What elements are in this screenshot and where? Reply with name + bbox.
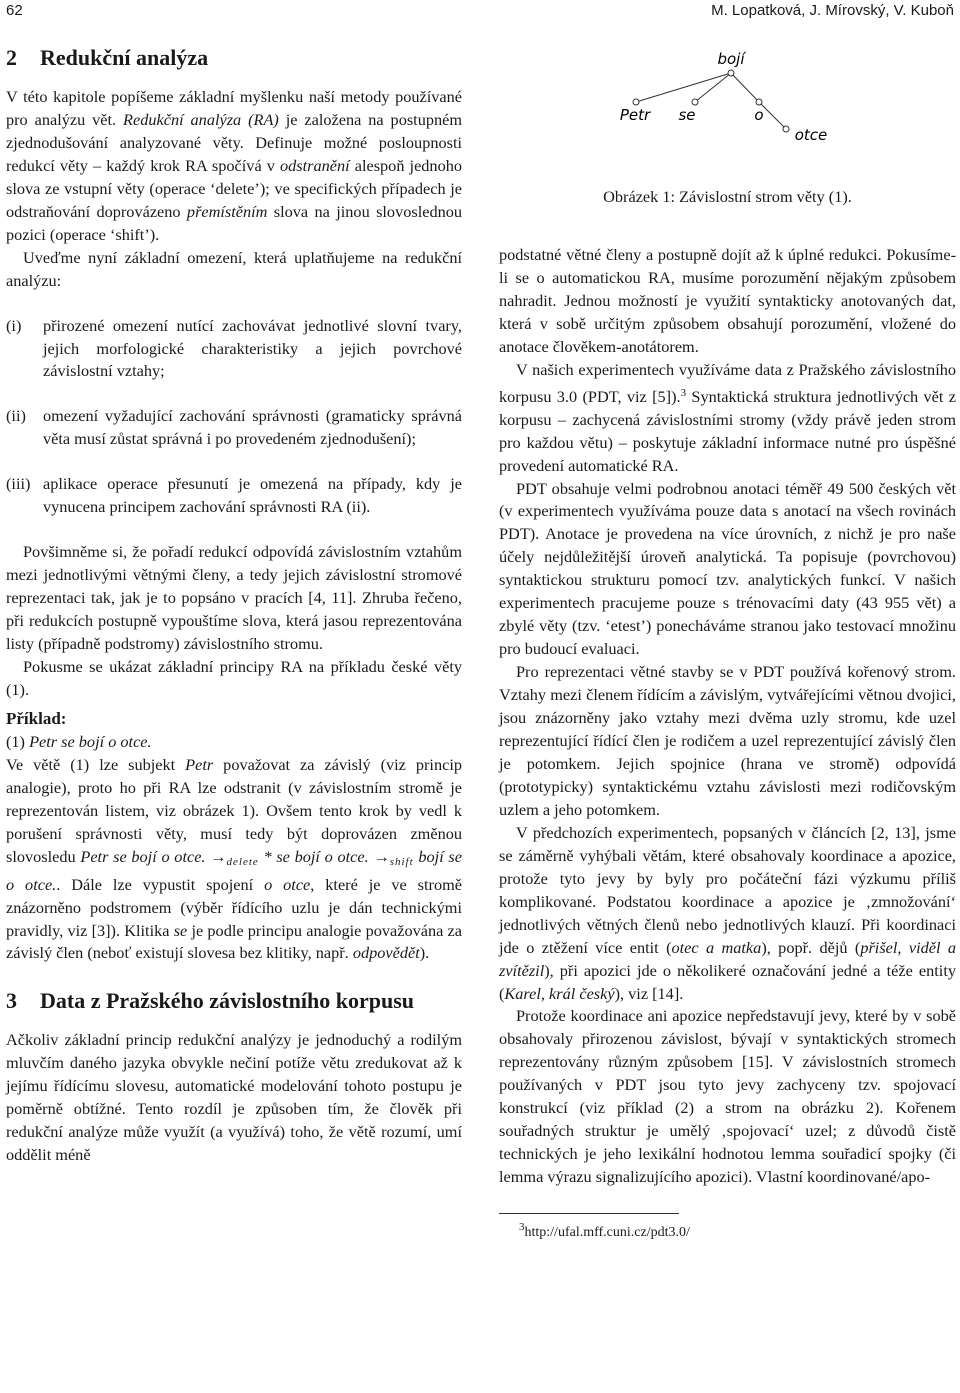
paragraph: Protože koordinace ani apozice nepředstavují jevy, které by v sobě obsahovaly přirozenou závislost, bývají v syntaktických stromech reprezentovány různým způsobem [15]. V závislostních stromech používaných v PDT jsou tyto jevy zachyceny tzv. spojovací konstrukcí (viz příklad (2) a strom na obrázku 2). Kořenem souřadných struktur je umělý ‚spojovací‘ uzel; z důvodů čistě technických je jeho lexikální hodnotou lemma souřadicí spojky (či lemma výrazu signalizujícího apozici). Vlastní koordinované/apo-	[499, 1006, 956, 1187]
node-label-boji: bojí	[717, 50, 745, 68]
text-run: , které je ve stromě znázorněno podstromem (výběr řídícího uzlu je dán technickými pravidly, viz [3]). Klitika	[6, 874, 462, 940]
paragraph: Pro reprezentaci větné stavby se v PDT používá kořenový strom. Vztahy mezi členem řídícím a závislým, vytvářejícími větnou dvojici, jsou znázorněny jako vztahy mezi dvěma uzly stromu, kde uzel reprezentující řídící člen je rodičem a uzel reprezentující závislý člen je potomkem. Jejich spojnice (hrana ve stromě) odpovídá (prototypicky) syntaktickému vztahu závislosti mezi rodičovským uzlem a jeho potomkem.	[499, 662, 956, 819]
text-run: V našich experimentech využíváme data z Pražského závislostního korpusu 3.0 (PDT, viz [5]).	[499, 359, 956, 406]
emph: * se bojí o otce.	[258, 846, 374, 866]
text-run: ).	[419, 943, 430, 963]
text-run: považovat za závislý (viz princip analogie), proto ho při RA lze odstranit (v závislostním stromě je reprezentován listem, viz obrázek 1). Ovšem tento krok by vedl k porušení správnosti věty, musí tedy být doprovázen změnou slovosledu	[6, 754, 462, 866]
list-label: (iii)	[6, 474, 31, 494]
tree-edge	[636, 73, 731, 102]
tree-edge	[695, 73, 731, 102]
emph: Petr	[185, 754, 214, 774]
emph: přišel, viděl a zvítězil	[499, 937, 957, 980]
section-3-title: Data z Pražského závislostního korpusu	[40, 988, 415, 1014]
emph: se	[173, 920, 188, 940]
paragraph: Ačkoliv základní princip redukční analýzy je jednoduchý a rodilým mluvčím daného jazyka obvykle nečiní potíže větu zredukovat až k jejímu řídícímu slovesu, automatické modelování tohoto postupu je poměrně obtížné. Tento rozdíl je způsoben tím, že člověk při redukční analýze může využít (a využívá) toho, že větě rozumí, umí oddělit méně	[6, 1030, 462, 1165]
footnote-rule	[499, 1213, 679, 1214]
example-heading: Příklad:	[6, 708, 67, 728]
text-run: je podle principu analogie považována za závislý člen (neboť existují slovesa bez klitiky, např.	[6, 920, 463, 963]
running-head	[6, 2, 954, 22]
tree-node	[633, 99, 639, 105]
section-3-number: 3	[6, 988, 17, 1014]
list-text: přirozené omezení nutící zachovávat jednotlivé slovní tvary, jejich morfologické charakteristiky a jejich povrchové závislostní vztahy;	[43, 315, 462, 381]
list-label: (ii)	[6, 406, 26, 426]
list-text: aplikace operace přesunutí je omezená na případy, kdy je vynucena principem zachování správnosti RA (ii).	[43, 474, 462, 517]
text-run: ), viz [14].	[614, 983, 684, 1003]
dependency-tree	[499, 38, 956, 178]
paragraph	[6, 86, 462, 247]
text-run: Syntaktická struktura jednotlivých vět z korpusu – zachycená závislostními stromy (vždy právě jeden strom pro každou větu) – poskytuje základní informace nutné pro úspěšné provedení automatické RA.	[499, 386, 956, 475]
text-run: V předchozích experimentech, popsaných v článcích [2, 13], jsme se záměrně vyhýbali větám, které obsahovaly koordinace a apozice, protože tyto jevy by byly pro počáteční fázi výzkumu příliš komplikované. Podstatou koordinace a apozice je ‚zmnožování‘ jednotlivých větných členů nebo jednotlivých klauzí. Při koordinaci jde o ztěžení více entit (	[499, 822, 956, 957]
authors: M. Lopatková, J. Mírovský, V. Kuboň	[711, 2, 954, 19]
section-2-heading	[6, 44, 462, 72]
footnote-link[interactable]: http://ufal.mff.cuni.cz/pdt3.0/	[524, 1225, 690, 1241]
text-run: slova na jinou slovoslednou pozici (operace ‘shift’).	[6, 201, 463, 244]
tree-node	[756, 99, 762, 105]
example-sentence	[6, 731, 462, 754]
paragraph: podstatné větné členy a postupně dojít až k úplné redukci. Pokusíme-li se o automatickou RA, musíme porozumění nějakým způsobem nahradit. Jednou možností je využití syntakticky anotovaných dat, která v sobě určitým způsobem obsahují porozumění, vložené do anotace člověkem-anotátorem.	[499, 245, 956, 356]
emph: odpovědět	[352, 943, 420, 963]
emph: otec a matka	[671, 937, 762, 957]
arrow-icon: →	[210, 846, 227, 866]
paragraph: PDT obsahuje velmi podrobnou anotaci téměř 49 500 českých vět (v experimentech využíváma pouze data s anotací na všech rovinách PDT). Anotace je provedena na více úrovních, z nichž je pro naše účely nejdůležitější úroveň analytická. Ta popisuje (povrchovou) syntaktickou strukturu pomocí tzv. analytických funkcí. V našich experimentech pracujeme pouze s trénovacími daty (43 955 vět) a zbylé věty (tzv. ‘etest’) ponecháváme stranou jako testovací množinu pro budoucí evaluaci.	[499, 478, 956, 659]
emph: Petr se bojí o otce.	[80, 846, 206, 866]
section-2-title: Redukční analýza	[40, 45, 209, 70]
left-column	[6, 38, 462, 1167]
tree-edge	[731, 73, 759, 102]
section-2-number: 2	[6, 45, 17, 70]
tree-node	[728, 70, 734, 76]
paragraph	[499, 359, 956, 478]
op-label: delete	[226, 855, 259, 868]
right-column	[499, 38, 956, 1242]
example-number: (1)	[6, 731, 30, 751]
figure-caption: Obrázek 1: Závislostní strom věty (1).	[603, 187, 852, 206]
op-label: shift	[389, 855, 414, 868]
node-label-o: o	[754, 106, 764, 124]
node-label-otce: otce	[794, 126, 828, 144]
emph: bojí se o otce.	[6, 846, 462, 894]
paragraph: Uveďme nyní základní omezení, která uplatňujeme na redukční analýzu:	[6, 247, 462, 290]
paragraph	[499, 822, 956, 1006]
list-text: omezení vyžadující zachování správnosti (gramaticky správná věta musí zůstat správná i po provedeném zjednodušení);	[43, 406, 462, 449]
section-3-heading	[6, 987, 462, 1015]
emph: odstranění	[279, 155, 350, 175]
emph: přemístěním	[186, 201, 268, 221]
paragraph: Pokusme se ukázat základní principy RA na příkladu české věty (1).	[6, 657, 462, 699]
list-item	[6, 473, 462, 519]
list-item	[6, 315, 462, 384]
text-run: V této kapitole popíšeme základní myšlenku naší metody používané pro analýzu vět.	[6, 87, 462, 129]
emph: o otce	[264, 874, 311, 894]
list-label: (i)	[6, 315, 22, 335]
figure-1	[499, 38, 956, 208]
tree-node	[692, 99, 698, 105]
emph: Petr se bojí o otce.	[29, 731, 152, 751]
text-run: alespoň jednoho slova ze vstupní věty (operace ‘delete’); ve specifických případech je odstraňování doprovázeno	[6, 155, 462, 221]
footnote-number: 3	[519, 1221, 525, 1234]
node-label-petr: Petr	[619, 106, 651, 124]
constraints-list	[6, 315, 462, 520]
paragraph	[6, 754, 462, 966]
node-label-se: se	[678, 106, 696, 124]
page-number: 62	[6, 2, 23, 19]
text-run: ), při apozici jde o několikeré označování jedné a téže entity (	[499, 960, 956, 1003]
emph: Redukční analýza (RA)	[123, 109, 279, 129]
text-run: je založena na postupném zjednodušování analyzované věty. Definuje možné posloupnosti redukcí věty – každý krok RA spočívá v	[6, 109, 463, 175]
tree-node	[783, 126, 789, 132]
text-run: ), popř. dějů (	[761, 937, 861, 957]
emph: Karel, král český	[504, 983, 615, 1003]
arrow-icon: →	[373, 846, 390, 866]
footnote-ref: 3	[680, 386, 687, 399]
list-item	[6, 405, 462, 451]
footnote	[499, 1218, 956, 1242]
paragraph: Povšimněme si, že pořadí redukcí odpovídá závislostním vztahům mezi jednotlivými větnými členy, a tedy jejich závislostní stromové reprezentaci tak, jak je to popsáno v pracích [4, 11]. Zhruba řečeno, při redukcích postupně vypouštíme slova, která jasou reprezentována listy (případně podstromy) závislostního stromu.	[6, 542, 462, 654]
text-run: Ve větě (1) lze subjekt	[6, 754, 186, 774]
text-run: . Dále lze vypustit spojení	[56, 874, 265, 894]
